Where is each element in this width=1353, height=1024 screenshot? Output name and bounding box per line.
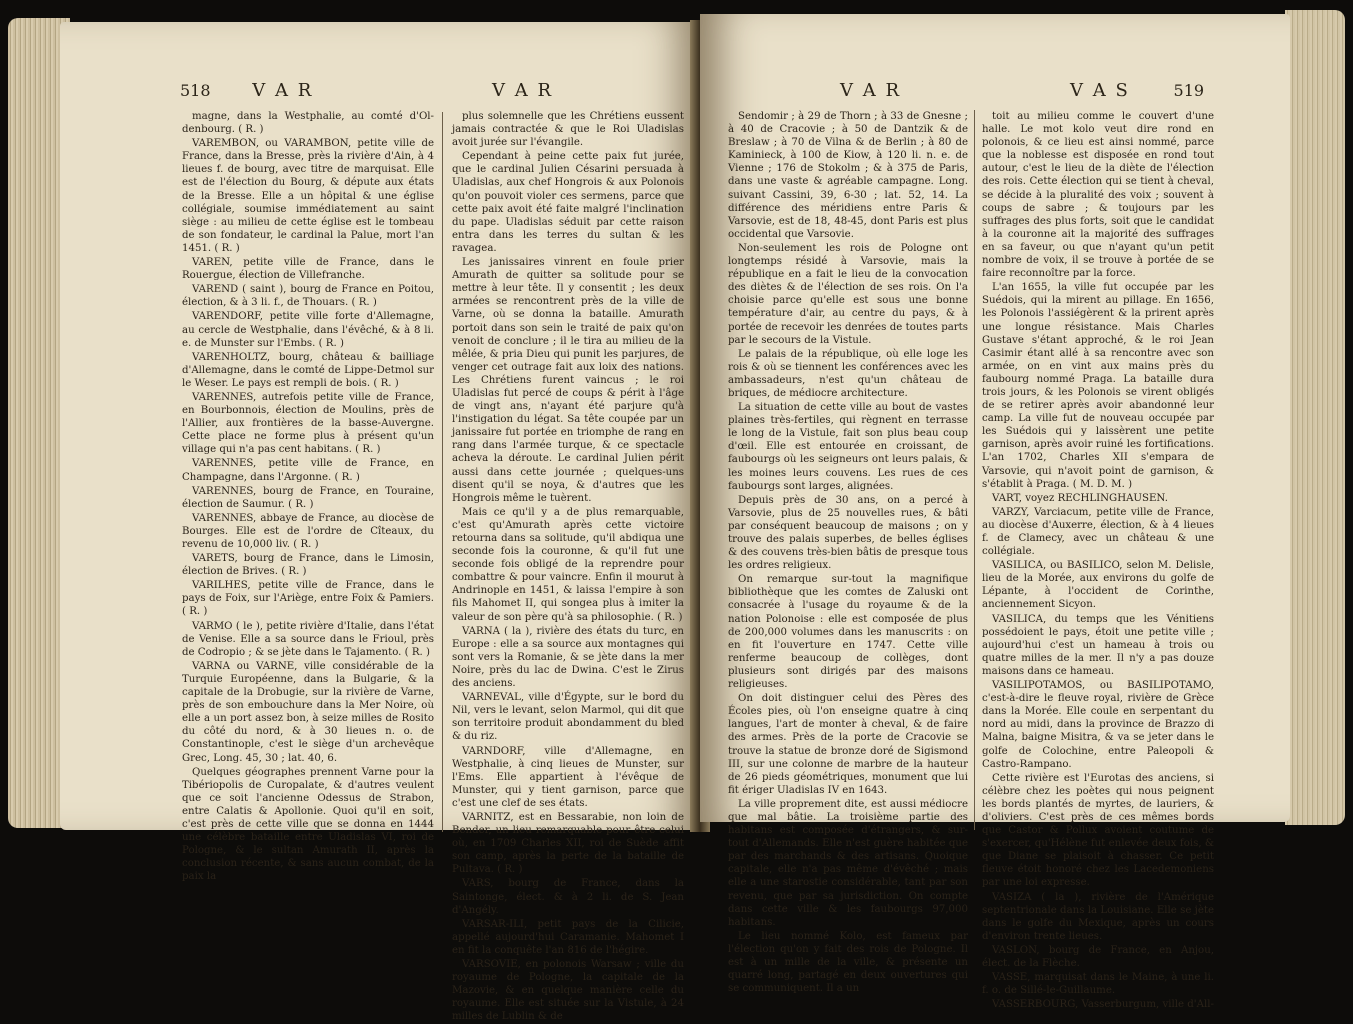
right-page-edges xyxy=(1285,10,1345,825)
left-column-1 xyxy=(182,110,434,884)
dictionary-entry: VARMO ( le ), petite rivière d'Italie, dans l'état de Venise. Elle a sa source dans le Frioul, près de Codropio ; & se jète dans le Tajamento. ( R. ) xyxy=(182,620,434,658)
column-rule xyxy=(974,110,975,830)
dictionary-entry: On doit distinguer celui des Pères des Écoles pies, où l'on enseigne quatre à cinq langues, l'art de monter à cheval, & de faire des armes. Près de la porte de Cracovie se trouve la statue de bronze doré de Sigismond III, sur une colonne de marbre de la hauteur de 26 pieds géométriques, monument que lui fit ériger Uladislas IV en 1643. xyxy=(728,693,968,796)
left-page xyxy=(60,22,700,1023)
dictionary-entry: VARENNES, abbaye de France, au diocèse de Bourges. Elle est de l'ordre de Cîteaux, du revenu de 10,000 liv. ( R. ) xyxy=(182,512,434,550)
dictionary-entry: VARNDORF, ville d'Allemagne, en Westphalie, à cinq lieues de Munster, sur l'Ems. Elle appartient à l'évêque de Munster, qui y tient garnison, parce que c'est une clef de ses états. xyxy=(452,745,684,809)
dictionary-entry: VARETS, bourg de France, dans le Limosin, élection de Brives. ( R. ) xyxy=(182,553,434,578)
dictionary-entry: VAREN, petite ville de France, dans le Rouergue, élection de Villefranche. xyxy=(182,257,434,282)
dictionary-entry: VARS, bourg de France, dans la Saintonge, élect. & à 2 li. de S. Jean d'Angély. xyxy=(452,878,684,916)
dictionary-entry: L'an 1655, la ville fut occupée par les Suédois, qui la mirent au pillage. En 1656, les Polonois l'assiégèrent & la prirent après une longue résistance. Mais Charles Gustave s'étant approché, & le roi Jean Casimir étant allé à sa rencontre avec son armée, on en vint aux mains près du faubourg nommé Praga. La bataille dura trois jours, & les Polonois se virent obligés de se retirer après avoir abandonné leur camp. La ville fut de nouveau occupée par les Suédois qui y laissèrent une petite garnison, après avoir ruiné les fortifications. L'an 1702, Charles XII s'empara de Varsovie, qui n'avoit point de garnison, & s'établit à Praga. ( M. D. M. ) xyxy=(982,282,1214,490)
dictionary-entry: VART, voyez RECHLINGHAUSEN. xyxy=(992,492,1168,504)
dictionary-entry: VARNEVAL, ville d'Égypte, sur le bord du Nil, vers le levant, selon Marmol, qui dit que son territoire produit abondamment du bled & du riz. xyxy=(452,692,684,743)
dictionary-entry: VARENDORF, petite ville forte d'Allemagne, au cercle de Westphalie, dans l'évêché, & à 8 li. e. de Munster sur l'Embs. ( R. ) xyxy=(182,311,434,349)
dictionary-entry: Non-seulement les rois de Pologne ont longtemps résidé à Varsovie, mais la république en a fait le lieu de la convocation des diètes & de l'élection de ses rois. On l'a choisie parce qu'elle est sous une bonne température d'air, au centre du pays, & à portée de recevoir les denrées de toutes parts par le secours de la Vistule. xyxy=(728,242,968,346)
dictionary-entry: VAREMBON, ou VARAMBON, petite ville de France, dans la Bresse, près la rivière d'Ain, à 4 lieues f. de bourg, avec titre de marquisat. Elle est de l'élection du Bourg, & députe aux états de la Bresse. Elle a un hôpital & une église collégiale, soumise immédiatement au saint siège : au milieu de cette église est le tombeau de son fondateur, le cardinal la Palue, mort l'an 1451. ( R. ) xyxy=(182,138,434,254)
right-running-head: V A S xyxy=(1070,80,1130,101)
left-folio: 518 xyxy=(180,81,211,100)
dictionary-entry: VARILHES, petite ville de France, dans le pays de Foix, sur l'Ariège, entre Foix & Pamiers. ( R. ) xyxy=(182,580,434,618)
dictionary-entry: VASSE, marquisat dans le Maine, à une li. f. o. de Sillé-le-Guillaume. xyxy=(982,972,1214,997)
left-column-2 xyxy=(452,110,684,1024)
left-running-head-center: V A R xyxy=(492,80,553,101)
dictionary-entry: VARENNES, autrefois petite ville de France, en Bourbonnois, élection de Moulins, près de l'Allier, aux frontières de la basse-Auvergne. Cette place ne forme plus à présent qu'un village qui n'a pas cent habitans. ( R. ) xyxy=(182,391,434,456)
dictionary-entry: VARENNES, bourg de France, en Touraine, élection de Saumur. ( R. ) xyxy=(182,485,434,510)
dictionary-entry: On remarque sur-tout la magnifique bibliothèque que les comtes de Zaluski ont consacrée à l'usage du royaume & de la nation Polonoise : elle est composée de plus de 200,000 volumes dans les manuscrits : on en fit l'ouverture en 1747. Cette ville renferme beaucoup de collèges, dont plusieurs sont dirigés par des maisons religieuses. xyxy=(728,574,968,691)
dictionary-entry: Cependant à peine cette paix fut jurée, que le cardinal Julien Césarini persuada à Uladislas, aux chef Hongrois & aux Polonois qu'on pouvoit violer ces sermens, parce que cette paix avoit été faite malgré l'inclination du pape. Uladislas séduit par cette raison entra dans les terres du sultan & les ravagea. xyxy=(452,151,684,254)
dictionary-entry: VARNA ou VARNE, ville considérable de la Turquie Européenne, dans la Bulgarie, & la capitale de la Drobugie, sur la rivière de Varne, près de son embouchure dans la Mer Noire, où elle a un port assez bon, à seize milles de Rosito du côté du nord, & à 30 lieues n. o. de Constantinople, c'est le siège d'un archevêque Grec, Long. 45, 30 ; lat. 40, 6. xyxy=(182,660,434,764)
dictionary-entry: VARENNES, petite ville de France, en Champagne, dans l'Argonne. ( R. ) xyxy=(182,458,434,483)
left-running-head: V A R xyxy=(252,80,314,101)
dictionary-entry: VASILIPOTAMOS, ou BASILIPOTAMO, c'est-à-dire le fleuve royal, rivière de Grèce dans la Morée. Elle coule en serpentant du nord au midi, dans la province de Brazzo di Malna, baigne Misitra, & va se jeter dans le golfe de Colochine, entre Paleopoli & Castro-Rampano. xyxy=(982,680,1214,770)
dictionary-entry: Les janissaires vinrent en foule prier Amurath de quitter sa solitude pour se mettre à leur tête. Il y consentit ; les deux armées se rencontrent près de la ville de Varne, où se donna la bataille. Amurath portoit dans son sein le traité de paix qu'on venoit de conclure ; il le tira au milieu de la mêlée, & pria Dieu qui punit les parjures, de venger cet outrage fait aux loix des nations. Les Chrétiens furent vaincus ; le roi Uladislas fut percé de coups & périt à l'âge de vingt ans, n'ayant été parjure qu'à l'instigation du légat. Sa tête coupée par un janissaire fut portée en triomphe de rang en rang dans l'armée turque, & ce spectacle acheva la déroute. Le cardinal Julien périt aussi dans cette journée ; quelques-uns disent qu'il se noya, & d'autres que les Hongrois même le tuèrent. xyxy=(452,257,684,504)
column-rule xyxy=(442,112,443,832)
dictionary-entry: La situation de cette ville au bout de vastes plaines très-fertiles, qui règnent en terrasse le long de la Vistule, fait son plus beau coup d'œil. Elle est entourée en croissant, de faubourgs où les seigneurs ont leurs palais, & les moines leurs couvens. Les rues de ces faubourgs sont larges, alignées. xyxy=(728,402,968,492)
dictionary-entry: magne, dans la Westphalie, au comté d'Ol-denbourg. ( R. ) xyxy=(182,111,434,136)
dictionary-entry: VARENHOLTZ, bourg, château & bailliage d'Allemagne, dans le comté de Lippe-Detmol sur le Weser. Le pays est rempli de bois. ( R. ) xyxy=(182,351,434,389)
right-column-2 xyxy=(982,110,1214,1012)
left-folio-line xyxy=(180,80,313,101)
dictionary-entry: Depuis près de 30 ans, on a percé à Varsovie, plus de 25 nouvelles rues, & bâti par conséquent beaucoup de maisons ; on y trouve des palais superbes, de belles églises & des couvens très-bien bâtis de presque tous les ordres religieux. xyxy=(728,494,968,572)
dictionary-entry: VASSERBOURG, Vasserburgum, ville d'All- xyxy=(992,999,1214,1011)
dictionary-entry: toit au milieu comme le couvert d'une halle. Le mot kolo veut dire rond en polonois, & ce lieu est ainsi nommé, parce que la noblesse est disposée en rond tout autour, c'est le lieu de la diète de l'élection des rois. Cette élection qui se tient à cheval, se décide à la pluralité des voix ; souvent à coups de sabre ; & toujours par les suffrages des plus forts, soit que le candidat à la couronne ait la majorité des suffrages en sa faveur, ou que n'ayant qu'un petit nombre de voix, il se trouve à portée de se faire reconnoître par la force. xyxy=(982,111,1214,280)
right-page xyxy=(700,14,1290,1011)
dictionary-entry: VARNA ( la ), rivière des états du turc, en Europe : elle a sa source aux montagnes qui sont vers la Romanie, & se jète dans la mer Noire, près du lac de Dwina. C'est le Zirus des anciens. xyxy=(452,625,684,690)
dictionary-entry: Le lieu nommé Kolo, est fameux par l'élection qu'on y fait des rois de Pologne. Il est à un mille de la ville, & présente un quarré long, partagé en deux ouvertures qui se communiquent. Il a un xyxy=(728,930,968,995)
right-folio: 519 xyxy=(1173,81,1205,100)
right-running-head-left: V A R xyxy=(840,80,901,101)
dictionary-entry: VARZY, Varciacum, petite ville de France, au diocèse d'Auxerre, élection, & à 4 lieues f. de Clamecy, avec un château & une collégiale. xyxy=(982,506,1214,558)
right-folio-line xyxy=(1070,80,1204,101)
dictionary-entry: Quelques géographes prennent Varne pour la Tibériopolis de Curopalate, & d'autres veulent que ce soit l'ancienne Odessus de Strabon, entre Calatis & Apollonie. Quoi qu'il en soit, c'est près de cette ville que se donna en 1444 une célèbre bataille entre Uladislas VI, roi de Pologne, & le sultan Amurath II, après la conclusion récente, & sans aucun combat, de la paix la xyxy=(182,766,434,883)
dictionary-entry: VAREND ( saint ), bourg de France en Poitou, élection, & à 3 li. f., de Thouars. ( R. ) xyxy=(182,284,434,309)
right-column-1 xyxy=(728,110,968,996)
dictionary-entry: VASIZA ( la ), rivière de l'Amérique septentrionale dans la Louisiane. Elle se jète dans le golfe du Mexique, après un cours d'environ trente lieues. xyxy=(982,891,1214,942)
dictionary-entry: Sendomir ; à 29 de Thorn ; à 33 de Gnesne ; à 40 de Cracovie ; à 50 de Dantzik & de Breslaw ; à 70 de Vilna & de Berlin ; à 80 de Kaminieck, à 100 de Kiow, à 120 li. n. e. de Vienne ; 176 de Stokolm ; & à 375 de Paris, dans une vaste & agréable campagne. Long. suivant Cassini, 39, 6-30 ; lat. 52, 14. La différence des méridiens entre Paris & Varsovie, est de 18, 48-45, dont Paris est plus occidental que Varsovie. xyxy=(728,111,968,240)
dictionary-entry: VARSAR-ILI, petit pays de la Cilicie, appellé aujourd'hui Caramanie. Mahomet I en fit la conquête l'an 816 de l'hégire. xyxy=(452,918,684,956)
dictionary-entry: plus solemnelle que les Chrétiens eussent jamais contractée & que le Roi Uladislas avoit jurée sur l'évangile. xyxy=(452,111,684,149)
dictionary-entry: Mais ce qu'il y a de plus remarquable, c'est qu'Amurath après cette victoire retourna dans sa solitude, qu'il abdiqua une seconde fois la couronne, & qu'il fut une seconde fois obligé de la reprendre pour combattre & pour vaincre. Enfin il mourut à Andrinople en 1451, & laissa l'empire à son fils Mahomet II, qui songea plus à imiter la valeur de son père qu'à sa philosophie. ( R. ) xyxy=(452,506,684,623)
dictionary-entry: La ville proprement dite, est aussi médiocre que mal bâtie. La troisième partie des habitans est composée d'étrangers, & sur-tout d'Allemands. Elle n'est guère habitée que par des marchands & des artisans. Quoique capitale, elle n'a pas même d'évêché ; mais elle a une starostie considérable, tant par son revenu, que par sa jurisdiction. On compte dans cette ville & les faubourgs 97,000 habitans. xyxy=(728,798,968,928)
dictionary-entry: VASLON, bourg de France, en Anjou, élect. de la Flèche. xyxy=(982,944,1214,969)
dictionary-entry: Le palais de la république, où elle loge les rois & où se tiennent les conférences avec les ambassadeurs, n'est qu'un château de briques, de médiocre architecture. xyxy=(728,348,968,399)
dictionary-entry: Cette rivière est l'Eurotas des anciens, si célèbre chez les poètes qui nous peignent les bords plantés de myrtes, de lauriers, & d'oliviers. C'est près de ces mêmes bords que Castor & Pollux avoient coutume de s'exercer, qu'Hélène fut enlevée deux fois, & que Diane se plaisoit à chasser. Ce petit fleuve étoit honoré chez les Lacedemoniens par une loi expresse. xyxy=(982,772,1214,889)
dictionary-entry: VASILICA, ou BASILICO, selon M. Delisle, lieu de la Morée, aux environs du golfe de Lépante, à l'occident de Corinthe, anciennement Sicyon. xyxy=(982,560,1214,611)
dictionary-entry: VARSOVIE, en polonois Warsaw ; ville du royaume de Pologne, la capitale de la Mazovie, & en quelque manière celle du royaume. Elle est située sur la Vistule, à 24 milles de Lublin & de xyxy=(452,959,684,1023)
dictionary-entry: VASILICA, du temps que les Vénitiens possédoient le pays, étoit une petite ville ; aujourd'hui c'est un hameau à trois ou quatre milles de la mer. Il n'y a pas douze maisons dans ce hameau. xyxy=(982,613,1214,677)
dictionary-entry: VARNITZ, est en Bessarabie, non loin de Bender, un lieu remarquable pour être celui où, en 1709 Charles XII, roi de Suède affit son camp, après la perte de la bataille de Pultava. ( R. ) xyxy=(452,811,684,876)
